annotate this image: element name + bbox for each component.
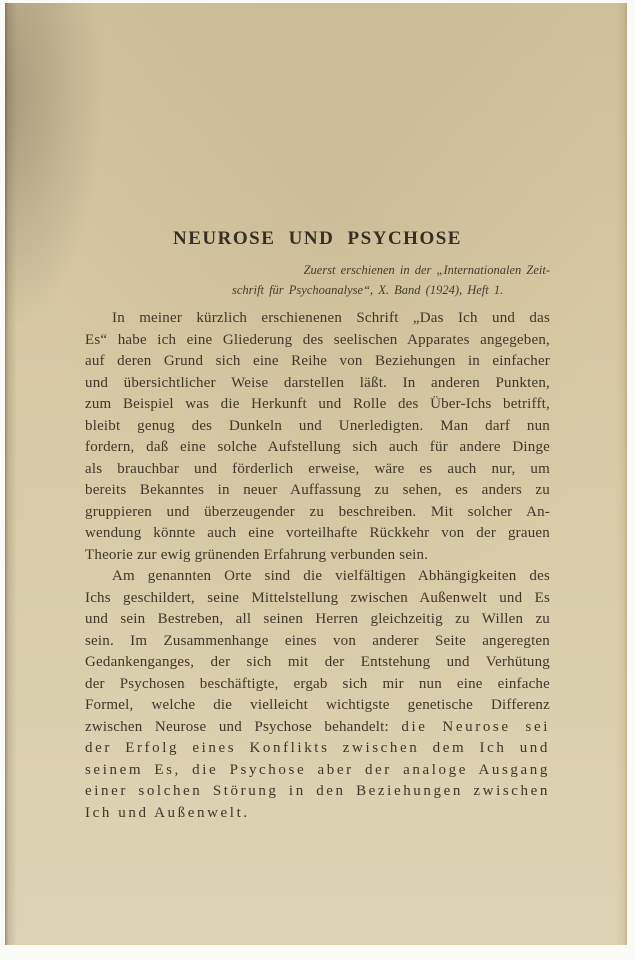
text-segment: zum Beispiel was die Herkunft und Rolle des Über-Ichs betrifft, [85, 396, 550, 412]
text-line [85, 480, 550, 502]
emphasized-text-segment: einer solchen Störung in den Beziehungen zwischen [85, 783, 550, 799]
book-page [5, 3, 627, 945]
text-line [85, 437, 550, 459]
text-segment: Gedankenganges, der sich mit der Entstehung und Verhütung [85, 654, 550, 670]
text-segment: bereits Bekanntes in neuer Auffassung zu sehen, es anders zu [85, 482, 550, 498]
text-line [85, 588, 550, 610]
text-line [85, 695, 550, 717]
citation-note [232, 260, 550, 300]
text-line [85, 674, 550, 696]
article-title: NEUROSE UND PSYCHOSE [173, 228, 462, 249]
text-line [85, 373, 550, 395]
text-line [85, 351, 550, 373]
emphasized-text-segment: Ich und Außenwelt. [85, 804, 250, 821]
text-line [85, 803, 550, 825]
text-line [85, 394, 550, 416]
text-line [85, 308, 550, 330]
text-line [85, 416, 550, 438]
text-segment: und übersichtlicher Weise darstellen läßt. In anderen Punkten, [85, 374, 550, 391]
text-line [85, 330, 550, 352]
body-text [85, 308, 550, 824]
text-segment: der Psychosen beschäftigte, ergab sich mir nun eine einfache [85, 675, 550, 692]
text-segment: Formel, welche die vielleicht wichtigste genetische Differenz [85, 697, 550, 713]
emphasized-text-segment: seinem Es, die Psychose aber der analoge Ausgang [85, 761, 550, 778]
text-line [85, 738, 550, 760]
text-segment: Ichs geschildert, seine Mittelstellung zwischen Außenwelt und Es [85, 589, 550, 606]
text-segment: Am genannten Orte sind die vielfältigen Abhängigkeiten des [112, 568, 550, 584]
text-line [85, 717, 550, 739]
text-segment: Es“ habe ich eine Gliederung des seelischen Apparates angegeben, [85, 331, 550, 348]
citation-line: Zuerst erschienen in der „Internationalen Zeit- [303, 263, 550, 277]
text-line [85, 631, 550, 653]
text-line [85, 502, 550, 524]
text-line [85, 459, 550, 481]
text-segment: und sein Bestreben, all seinen Herren gleichzeitig zu Willen zu [85, 611, 550, 627]
text-segment: bleibt genug des Dunkeln und Unerledigten. Man darf nun [85, 417, 550, 434]
page-content [85, 3, 550, 824]
text-segment: gruppieren und überzeugender zu beschreiben. Mit solcher An- [85, 503, 550, 520]
text-line [85, 523, 550, 545]
text-line [85, 652, 550, 674]
text-segment: In meiner kürzlich erschienenen Schrift „Das Ich und das [112, 310, 550, 326]
text-segment: fordern, daß eine solche Aufstellung sich auch für andere Dinge [85, 439, 550, 455]
text-segment: zwischen Neurose und Psychose behandelt: [85, 718, 402, 735]
text-segment: sein. Im Zusammenhange eines von anderer Seite angeregten [85, 632, 550, 649]
text-line [85, 760, 550, 782]
text-line [85, 781, 550, 803]
text-line [85, 545, 550, 567]
text-segment: Theorie zur ewig grünenden Erfahrung verbunden sein. [85, 546, 429, 563]
citation-line: schrift für Psychoanalyse“, X. Band (1924), Heft 1. [232, 283, 504, 297]
text-segment: als brauchbar und förderlich erweise, wäre es auch nur, um [85, 460, 550, 477]
text-segment: wendung könnte auch eine vorteilhafte Rückkehr von der grauen [85, 525, 550, 541]
emphasized-text-segment: der Erfolg eines Konflikts zwischen dem Ich und [85, 740, 550, 756]
text-line [85, 566, 550, 588]
emphasized-text-segment: die Neurose sei [401, 718, 550, 735]
text-segment: auf deren Grund sich eine Reihe von Beziehungen in einfacher [85, 353, 550, 369]
text-line [85, 609, 550, 631]
